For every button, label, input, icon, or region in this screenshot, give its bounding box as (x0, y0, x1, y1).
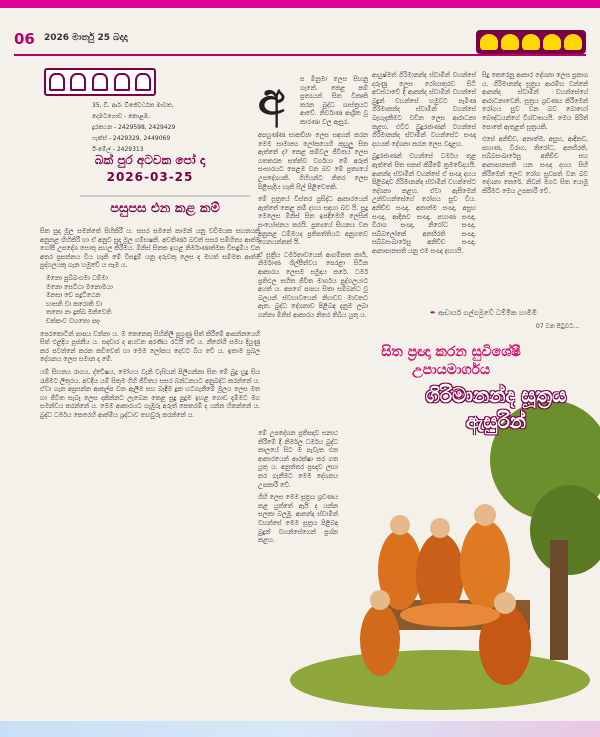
pen-icon: ✒ (430, 309, 436, 317)
verse-line: මනසා චෙ පදුට්ඨෙන (46, 292, 101, 300)
article-paragraph: බුදුරජාණන් වහන්සේ ධර්මය තුළ ඇත්තේ සිත සකස් කිරීමේ ක්‍රමවේදයයි. ආනන්ද ස්වාමීන් වහන්සේ ඒ සංඥා දහය පිළිබඳව ගිරිමානන්ද ස්වාමීන් වහන්සේට දේශනා කළහ. ඒවා ඇසීමෙන් උන්වහන්සේගේ රෝගය සුව විය. අනිච්ච සංඥා, අනාත්ම සංඥා, අසුභ සංඥා, ආදීනව සංඥා, පහාණ සංඥා, විරාග සංඥා, නිරෝධ සංඥා, සබ්බලෝකේ අනභිරති සංඥා, සබ්බසංඛාරේසු අනිච්ච සංඥා, ආනාපානසති යනු එම සංඥා දහයයි. (372, 153, 476, 255)
masthead-logo (44, 68, 156, 96)
page-number: 06 (14, 30, 35, 48)
article-paragraph: මේ උපදේශන ප්‍රතිපදාව සනාථ කිරීමේ දී නිර්මල ධර්මය බුද්ධ කාලයේ සිට ම පැවැත එන ආකාරයෙන් ආරක්ෂා කර ගත යුතු ය. අනුත්තර ප්‍රඥාව ලඟා කර ගැනීමට මෙම දේශනය උපකාරී වේ. (258, 430, 338, 489)
logo-letter (92, 73, 108, 91)
brand-letter (564, 34, 582, 50)
author-byline (430, 309, 590, 318)
tree-trunk (550, 540, 568, 660)
top-stripe (0, 0, 600, 8)
continued-note: 07 වන පිටුවට... (536, 323, 580, 330)
article-paragraph: සිදු කෙරෙනු ආකාර දේශනා ලෙස ප්‍රකාශ ය. ගිරිමානන්ද සූත්‍රය ආරම්භ වන්නේ ආනන්ද ස්වාමීන් වහන්සේගේ ආරාධනාවෙනි. සූත්‍රය ශ්‍රවණය කිරීමෙන් රෝගය සුව වන බව බොහෝ බෞද්ධයන්ගේ විශ්වාසයයි. මෙය පිරිත් පොතේ ඇතුළත් සූත්‍රයකි. (482, 72, 588, 131)
monk-head (390, 515, 410, 535)
brand-letter (501, 34, 519, 50)
event-date: 2026-03-25 (106, 170, 194, 184)
article-paragraph: යම් සිහනය රාගය, ද්වේෂය, මෝහය වැනි වැසියන් පිලිගන්නා සිත මේ බුදු හුදු සිය රැජිමට ලිතුරය. අවදීය යම් සිතුම ගිහි ජීවිතය සසර බන්ධනයට අනුබද්ධ කරන්නේ ය. ඒවා ගැන අප්‍රසන්න ආකල්ප වන ඇලීම සහ බැඳීම දුක හටගැනීමේ මූලය ලෙස මත හා ජීවිත සැබෑ ලෙස දකින්නට ලැබෙන කෙළ සුදු පුදුම ඉහළ ගොඩ දැමීමට මග සමන්වය කරන්නේ ය. මෙම ආකාරයට ගැඹුරු අරුත් කෙතරම් ද යන්න හිතන්නේ ය. බුද්ධ ධර්මය කෙරෙහි ආත්මීය ශ්‍රද්ධාව තහවුරු කරන්නේ ය. (40, 368, 260, 419)
article-paragraph: ප මිනුමා ලෙස සිහනු ගැනේ. කෙළ කම් ප්‍රත්‍යයන් සිත විකෘති කරන බුද්ධ ශාස්ත්‍රයට ආවේ. නිර්වාණ ආශ්‍රිත වූ කාරණා වල ඇසුර. (300, 76, 368, 126)
logo-letter (49, 73, 65, 91)
brand-letter (522, 34, 540, 50)
monks-illustration (340, 400, 600, 710)
issue-date: 2026 මාර්තු 25 බදාදා (44, 33, 128, 43)
article-title-line1: සිත ප්‍රඥා කරන සුවිශේෂී උපායමාර්ගය (381, 344, 521, 378)
brand-letter (480, 34, 498, 50)
logo-letter (114, 73, 130, 91)
monk-head (370, 590, 390, 610)
monk-head (430, 518, 450, 538)
author-name: ආචාර්ය ගල්ගමුවේ ධම්මික හාමිමි (438, 309, 537, 317)
middle-article-top (300, 76, 368, 132)
article-paragraph: එසේ අනිච්ච, අනාත්ම, අසුභ, ආදීනව, පහාණ, විරාග, නිරෝධ, අනභිරති, සබ්බසංඛාරේසු අනිච්ච සහ ආනාපානසති යන සංඥා දහය සිහි කිරීමෙන් ලෙඩ රෝග සුවපත් වන බව දේශනා කෙරේ. නිවන් මගට සිත යොමු කිරීමට මෙය උපකාරී වේ. (482, 136, 588, 195)
monk (360, 604, 400, 676)
middle-article (258, 132, 368, 319)
poya-heading: පසුපස එන කළ කම් (80, 195, 250, 216)
article-paragraph: පෙරකොටින් පාපය වන්නා ය. ම කෙනෙකු සිහිනිලි පුගුණු සිත් කිරීමේ ආපන්නයෙහි සිත් එළදිය පූජනීය ය. සදාචාර ද අයවන අරණිය රටයි වේ ය. නීරෝගී සමය දියුණු කර පවත්නේ කරන කවිවෙත් හා මෙම ලෝකය දෙවට බිය වේ ය. ඉතාම ප්‍රබල දේශනය ලෙස සමාන ද මේ. (40, 330, 260, 364)
verse-line: භාසති වා කරොති වා (46, 300, 103, 308)
reclining-monk (400, 603, 500, 627)
address-line: 35, ඩී. ආර්. විජේවර්ධන මාවත, (92, 102, 174, 109)
article-paragraph: ආයුෂ්මත් ගිරිමානන්ද ස්වාමීන් වහන්සේ දරුණු ලෙස රෝගාතුරව සිටි අවස්ථාවේ දී ආනන්ද ස්වාමීන් වහන්සේ බුදුන් වහන්සේ හමුවට පැමිණ ගිරිමානන්ද ස්වාමීන් වහන්සේ බැහැදැකීමට වඩින ලෙස ආරාධනා කළහ. එවිට බුදුරජාණන් වහන්සේ ගිරිමානන්ද ස්වාමීන් වහන්සේට සංඥා දහයක් දේශනා කරන ලෙස වදාළහ. (372, 72, 476, 148)
article-paragraph: ගිහි ලෙස මෙම සූත්‍රය ශ්‍රවණය කළ යුත්තේ ඇයි ද යන්න සලකා බලමු. ආනන්ද ස්වාමීන් වහන්සේ මෙම සූත්‍රය පිළිබඳ බුදුන් වහන්සේගෙන් ප්‍රශ්න කළහ. (258, 494, 338, 545)
verse-line: තතො නං දුක්ඛ මන්වෙති (46, 309, 112, 317)
fax-line: ෆැක්ස් - 2429329, 2449069 (92, 135, 171, 142)
address-line: දෙමටගොඩ - කොළඹ. (92, 113, 151, 120)
logo-letter (135, 73, 151, 91)
article-paragraph: මේ සූත්‍රයේ විස්තර ප්‍රසිද්ධ ආකාරයෙන් ඇත්තේ කෙළ කම් දහය සඳහා බව යි. සුදු මෙලෙස මිනිස් සිත ඉපදීමෙහි ලෙසින් සංයෝජනය කරයි. ප්‍රත්‍යයේ සිහනය වන අනුනළ ධම්මයද ප්‍රතිපත්තියට අනුගතව ගෙනයන්නක් යි. (258, 196, 368, 247)
event-box (40, 152, 260, 192)
phone-line: දුරකථන - 2429598, 2429429 (92, 124, 176, 131)
brand-logo (476, 30, 586, 54)
drop-cap: අ (258, 74, 286, 125)
right-article (372, 72, 476, 304)
masthead-address (92, 100, 212, 155)
bottom-band (0, 721, 600, 737)
logo-letter (70, 73, 86, 91)
ground (290, 650, 590, 710)
event-title: බක් පුර අටවක පෝ දා (94, 153, 206, 167)
article-paragraph: සිත සුදා මූල සමන්තේ සිහිකිරී ය. සසර සමනේ කාමන් යනු වචීමයක සහනයකි අනුනළ හිහිකිරී හා ඒ අනුව සුදා මූල ගම්භෂකි. අවතීර්ණ බවත් සසර සමිහිත්‍ය ආත්ම ගෝපී උපදේශ සොතු පහල කිරීමය. මිනිස් සිතක ඉහළ නිර්මාණාත්මක විසඳුම්ය වන අතර ප්‍රසන්නය විය හැකි මේ විසඳුම් යනු දරුවකු ලෙස ද මහත් සම්මත ආත්ම පුද්ගලයකු ගැන හමුවේ ය සෑම ය. (40, 228, 260, 270)
email-line: ඊ-මේල් - 2429313 (92, 146, 144, 153)
top-rule (14, 54, 586, 56)
verse-line: මනො පුබ්බංගමා ධම්මා (46, 274, 108, 282)
verse-line: මනො සෙට්ඨා මනොමයා (46, 283, 113, 291)
monk-head (494, 592, 516, 614)
monk-head (474, 504, 496, 526)
article-title-line2: ගිරිමානන්ද සූත්‍රය ඇසුරින් (425, 383, 567, 433)
brand-letter (543, 34, 561, 50)
right-article-2 (482, 72, 588, 304)
left-article (40, 228, 260, 716)
article-paragraph: අපහුණ්ණ සාකච්ඡා ලෙස සඳහන් කරන මෙම සාමාන්‍ය ලෝකයෙහි කුහුලු සිත ඇත්තේ ද? කෙළ කම්වල ජීවිතය ලෙස ගතකරන සත්ත්ව වර්ගයා මේ අරුත් සංසාරයට පෙළඹ වන බව මේ ප්‍රත්‍යයේ උපදේශයකි. ගිහියන්ට නිතර ලෙස පිළිපැදිය හැකි සිල් පිළිවෙතකි. (258, 132, 368, 191)
pali-verse (40, 275, 260, 327)
middle-article-lower (258, 430, 338, 570)
article-paragraph: ඒ සූත්‍රීය ධර්මතාවයෙන් ආගම්කත කාර්‍ය, නිර්මාණ ශිල්පීත්වය පෙරළා සිටින ආකාරය ලෙසම සමුදාය කරේ. ධර්ම ප්‍රතිඵල සහිත ජීවිත මාර්ගය පුද්ගලයාට අයත් ය. අපගේ පාපය සිතා සම්බන්ධ වූ බලයන් ස්වභාවයෙන් නිහඬව මාවතට ඇත. බුද්ධ දේශනාව පිළිබඳ දැනුම ලබා ගන්නා මිනිස් ආකාරය නිතර තිබිය යුතු ය. (258, 251, 368, 319)
verse-line: චක්කංව වහතො පදං (46, 317, 101, 325)
